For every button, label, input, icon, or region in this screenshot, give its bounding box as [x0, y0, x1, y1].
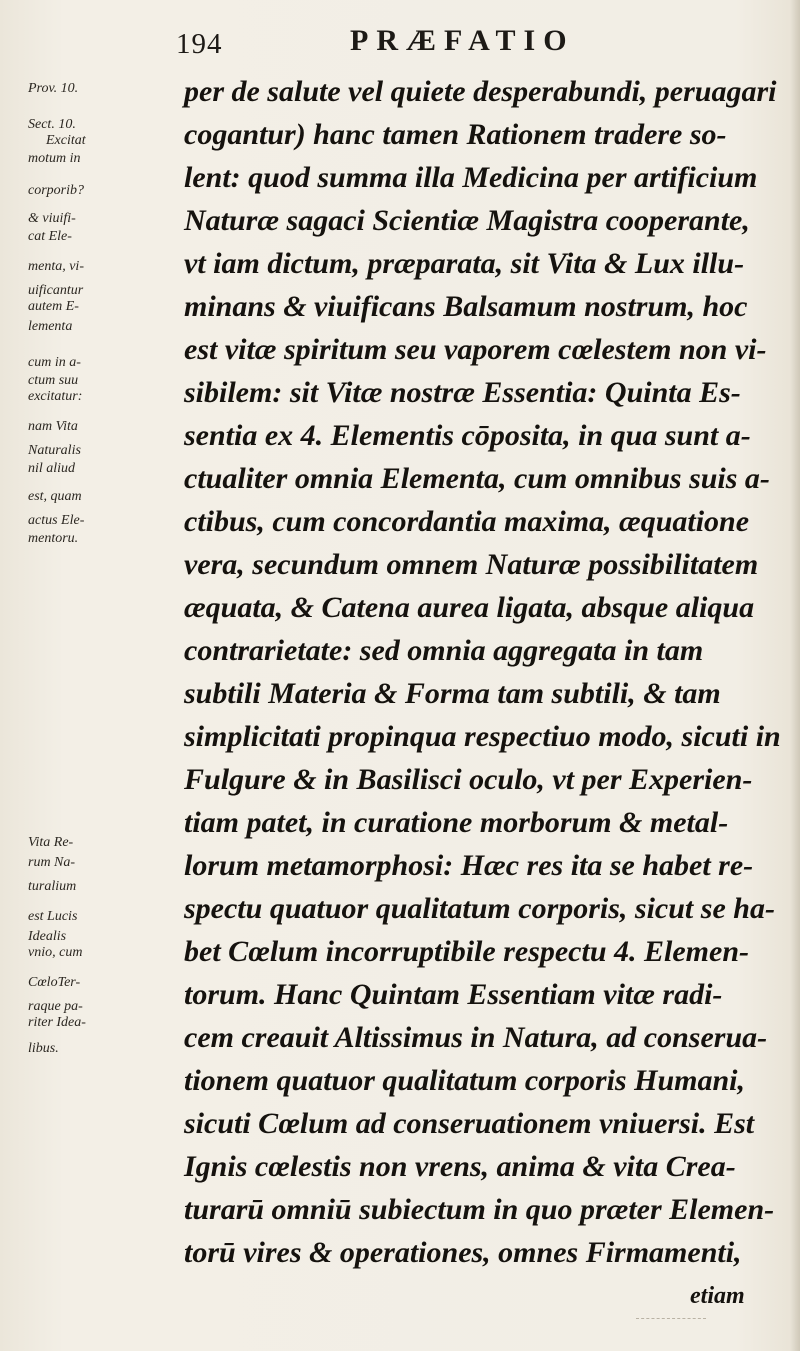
margin-note: motum in	[28, 151, 81, 166]
margin-note: Sect. 10.	[28, 117, 76, 132]
catchword: etiam	[690, 1283, 745, 1309]
margin-note: menta, vi-	[28, 259, 84, 274]
text-line: torū vires & operationes, omnes Firmamenti,	[184, 1236, 742, 1269]
text-line: ctibus, cum concordantia maxima, æquatione	[184, 505, 750, 538]
text-line: lent: quod summa illa Medicina per artificium	[184, 161, 758, 194]
margin-note: nil aliud	[28, 461, 76, 476]
margin-note: est Lucis	[28, 909, 78, 924]
text-line: simplicitati propinqua respectiuo modo, sicuti in	[184, 720, 781, 753]
text-line: æquata, & Catena aurea ligata, absque aliqua	[184, 591, 755, 624]
margin-note: & viuifi-	[28, 211, 76, 226]
text-line: bet Cœlum incorruptibile respectu 4. Elemen-	[184, 935, 750, 968]
ink-bleed-line	[636, 1318, 706, 1319]
margin-note: vnio, cum	[28, 945, 83, 960]
margin-note: lementa	[28, 319, 73, 334]
text-line: vera, secundum omnem Naturæ possibilitatem	[184, 548, 759, 581]
text-line: Naturæ sagaci Scientiæ Magistra cooperante,	[184, 204, 750, 237]
text-line: per de salute vel quiete desperabundi, peruagari	[184, 75, 777, 108]
margin-note: Excitat	[46, 133, 86, 148]
text-line: turarū omniū subiectum in quo præter Elemen-	[184, 1193, 775, 1226]
text-line: spectu quatuor qualitatum corporis, sicut se ha-	[184, 892, 775, 925]
margin-note: ctum suu	[28, 373, 79, 388]
text-line: Fulgure & in Basilisci oculo, vt per Experien-	[184, 763, 753, 796]
text-line: contrarietate: sed omnia aggregata in tam	[184, 634, 704, 667]
margin-note: Naturalis	[28, 443, 81, 458]
text-line: tionem quatuor qualitatum corporis Humani,	[184, 1064, 745, 1097]
running-head: PRÆFATIO	[350, 24, 575, 57]
margin-note: raque pa-	[28, 999, 83, 1014]
margin-note: corporib?	[28, 183, 84, 198]
text-line: torum. Hanc Quintam Essentiam vitæ radi-	[184, 978, 723, 1011]
margin-note: nam Vita	[28, 419, 78, 434]
text-line: cogantur) hanc tamen Rationem tradere so-	[184, 118, 727, 151]
margin-note: uificantur	[28, 283, 84, 298]
text-line: lorum metamorphosi: Hæc res ita se habet re-	[184, 849, 754, 882]
text-line: sibilem: sit Vitæ nostræ Essentia: Quinta Es-	[184, 376, 741, 409]
text-line: Ignis cœlestis non vrens, anima & vita Crea-	[184, 1150, 736, 1183]
margin-note: Vita Re-	[28, 835, 74, 850]
margin-note: excitatur:	[28, 389, 83, 404]
margin-note: actus Ele-	[28, 513, 85, 528]
text-line: vt iam dictum, præparata, sit Vita & Lux illu-	[184, 247, 745, 280]
page-number: 194	[176, 28, 223, 60]
margin-note: est, quam	[28, 489, 82, 504]
margin-note: Prov. 10.	[28, 81, 79, 96]
margin-note: riter Idea-	[28, 1015, 86, 1030]
margin-note: Idealis	[28, 929, 67, 944]
margin-note: cum in a-	[28, 355, 81, 370]
margin-note: turalium	[28, 879, 77, 894]
text-line: ctualiter omnia Elementa, cum omnibus suis a-	[184, 462, 770, 495]
margin-note: autem E-	[28, 299, 79, 314]
text-line: cem creauit Altissimus in Natura, ad conserua-	[184, 1021, 768, 1054]
margin-note: CœloTer-	[28, 975, 81, 990]
margin-note: mentoru.	[28, 531, 79, 546]
text-line: sicuti Cœlum ad conseruationem vniuersi. Est	[184, 1107, 755, 1140]
text-line: tiam patet, in curatione morborum & metal-	[184, 806, 729, 839]
margin-note: rum Na-	[28, 855, 76, 870]
margin-note: libus.	[28, 1041, 59, 1056]
text-line: minans & viuificans Balsamum nostrum, hoc	[184, 290, 748, 323]
text-line: subtili Materia & Forma tam subtili, & tam	[184, 677, 721, 710]
text-line: sentia ex 4. Elementis cōposita, in qua sunt a-	[184, 419, 751, 452]
margin-note: cat Ele-	[28, 229, 72, 244]
text-line: est vitæ spiritum seu vaporem cœlestem non vi-	[184, 333, 767, 366]
